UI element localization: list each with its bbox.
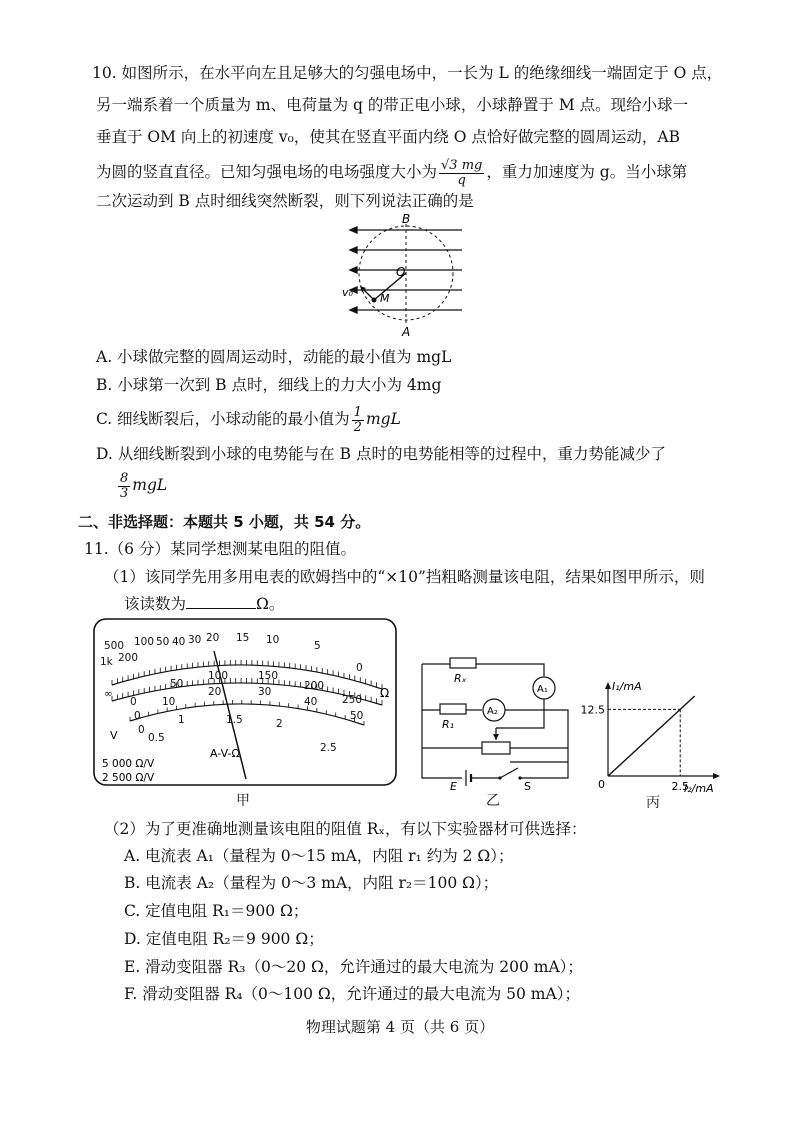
q11-item-e: E. 滑动变阻器 R₃（0～20 Ω，允许通过的最大电流为 200 mA）； xyxy=(124,958,583,976)
ohm-tick-10: 10 xyxy=(266,634,280,646)
ohm-tick-15: 15 xyxy=(236,632,250,644)
spec-5000: 5 000 Ω/V xyxy=(102,758,155,770)
ohm-tick-50: 50 xyxy=(156,636,170,648)
q10-option-b: B. 小球第一次到 B 点时，细线上的力大小为 4mg xyxy=(96,376,442,394)
low-tick-50: 50 xyxy=(350,710,364,722)
option-c-pre: C. 细线断裂后，小球动能的最小值为 xyxy=(96,410,350,428)
circuit-diagram xyxy=(410,640,578,792)
ac-tick-0: 0 xyxy=(138,724,145,736)
i1-i2-graph xyxy=(580,676,728,802)
label-e: E xyxy=(450,780,457,793)
field-denominator: q xyxy=(457,172,466,188)
mid-tick-200: 200 xyxy=(304,680,325,692)
graph-axes xyxy=(608,686,716,776)
ohm-tick-5: 5 xyxy=(314,640,321,652)
q11-item-b: B. 电流表 A₂（量程为 0～3 mA，内阻 r₂＝100 Ω）； xyxy=(124,874,499,892)
label-a1: A₁ xyxy=(537,684,548,695)
mid-tick-0: 0 xyxy=(130,696,137,708)
q10-option-d: D. 从细线断裂到小球的电势能与在 B 点时的电势能相等的过程中，重力势能减少了 xyxy=(96,445,666,463)
low-tick-0: 0 xyxy=(134,710,141,722)
q11-item-f: F. 滑动变阻器 R₄（0～100 Ω，允许通过的最大电流为 50 mA）； xyxy=(124,985,580,1003)
ohm-tick-100: 100 xyxy=(134,636,155,648)
label-v0: v₀ xyxy=(342,286,353,299)
mid-tick-150: 150 xyxy=(258,670,279,682)
x-axis-arrow xyxy=(713,773,720,779)
q11-part2-intro: （2）为了更准确地测量该电阻的阻值 Rₓ，有以下实验器材可供选择： xyxy=(104,820,587,838)
field-lines xyxy=(350,227,462,313)
caption-yi: 乙 xyxy=(486,793,500,809)
caption-bing: 丙 xyxy=(646,795,660,811)
label-b: B xyxy=(402,212,411,226)
wire-top-right xyxy=(476,664,544,676)
ac-tick-15: 1.5 xyxy=(226,714,243,726)
low-tick-40: 40 xyxy=(304,696,318,708)
label-a: A xyxy=(402,325,411,339)
y-axis-arrow xyxy=(605,682,611,689)
label-a2: A₂ xyxy=(487,706,498,717)
ohm-tick-1k: 1k xyxy=(100,656,113,668)
ohm-tick-0: 0 xyxy=(356,662,363,674)
graph-ytick: 12.5 xyxy=(580,703,605,717)
part1-post: Ω。 xyxy=(256,595,285,613)
series-line xyxy=(608,696,695,776)
q10-line5: 二次运动到 B 点时细线突然断裂，则下列说法正确的是 xyxy=(96,192,474,210)
ac-tick-2: 2 xyxy=(276,718,283,730)
ohm-tick-40: 40 xyxy=(172,636,186,648)
section-2-heading: 二、非选择题：本题共 5 小题，共 54 分。 xyxy=(78,513,371,531)
resistor-r1 xyxy=(440,704,466,714)
label-m: M xyxy=(380,292,390,305)
av-label: A-V-Ω xyxy=(210,747,240,760)
mid-tick-100: 100 xyxy=(208,670,229,682)
graph-series xyxy=(608,696,695,776)
low-tick-30: 30 xyxy=(258,686,272,698)
label-rx: Rₓ xyxy=(454,672,467,685)
q11-part1-line1: （1）该同学先用多用电表的欧姆挡中的“×10”挡粗略测量该电阻，结果如图甲所示，则 xyxy=(104,568,705,586)
q11-item-d: D. 定值电阻 R₂＝9 900 Ω； xyxy=(124,930,324,948)
answer-blank xyxy=(186,592,256,609)
q10-option-d-cont xyxy=(116,466,167,504)
ac-tick-25: 2.5 xyxy=(320,742,337,754)
q10-line4-pre: 为圆的竖直直径。已知匀强电场的电场强度大小为 xyxy=(96,163,438,181)
option-c-num: 1 xyxy=(353,404,362,420)
ac-tick-1: 1 xyxy=(178,714,185,726)
field-fraction xyxy=(439,159,484,188)
multimeter-figure xyxy=(90,615,402,795)
ohm-tick-500: 500 xyxy=(104,640,125,652)
option-d-post: mgL xyxy=(132,476,168,494)
q10-line4-post: ，重力加速度为 g。当小球第 xyxy=(486,163,688,181)
option-d-num: 8 xyxy=(120,470,129,486)
ohm-tick-200: 200 xyxy=(118,652,139,664)
q10-line2: 另一端系着一个质量为 m、电荷量为 q 的带正电小球，小球静置于 M 点。现给小球一 xyxy=(96,96,689,114)
ohm-tick-inf: ∞ xyxy=(104,688,113,700)
rheostat xyxy=(482,742,510,754)
q10-line4 xyxy=(96,152,687,192)
part1-pre: 该读数为 xyxy=(124,595,187,613)
q11-part1-line2 xyxy=(124,592,284,615)
ohm-symbol: Ω xyxy=(380,686,390,700)
ohm-arc xyxy=(112,665,382,689)
wire-a1-down xyxy=(510,699,568,762)
q10-line3: 垂直于 OM 向上的初速度 v₀，使其在竖直平面内绕 O 点恰好做完整的圆周运动，AB xyxy=(96,128,680,146)
q10-option-a: A. 小球做完整的圆周运动时，动能的最小值为 mgL xyxy=(96,348,452,366)
q10-line1: 10. 如图所示，在水平向左且足够大的匀强电场中，一长为 L 的绝缘细线一端固定于 O 点， xyxy=(92,64,723,82)
mid-tick-50: 50 xyxy=(170,678,184,690)
page-footer: 物理试题第 4 页（共 6 页） xyxy=(305,1018,495,1036)
graph-origin: 0 xyxy=(598,778,605,791)
graph-ylabel: I₁/mA xyxy=(612,680,642,693)
spec-2500: 2 500 Ω/V xyxy=(102,772,155,784)
option-c-den: 2 xyxy=(353,419,362,435)
field-numerator: √3 mg xyxy=(441,157,483,173)
option-c-fraction xyxy=(352,406,364,435)
option-d-den: 3 xyxy=(120,485,129,501)
wire-switch-right xyxy=(520,762,568,778)
label-s: S xyxy=(524,780,531,793)
low-tick-10: 10 xyxy=(162,696,176,708)
option-c-post: mgL xyxy=(365,410,401,428)
ohm-tick-30: 30 xyxy=(188,634,202,646)
resistor-rx xyxy=(450,658,476,668)
field-diagram xyxy=(340,212,470,340)
graph-xlabel: I₂/mA xyxy=(684,782,714,795)
ohm-tick-20: 20 xyxy=(206,632,220,644)
q11-item-a: A. 电流表 A₁（量程为 0～15 mA，内阻 r₁ 约为 2 Ω）； xyxy=(124,847,514,865)
ac-tick-05: 0.5 xyxy=(148,732,165,744)
q11-intro: 11.（6 分）某同学想测某电阻的阻值。 xyxy=(84,540,356,558)
low-tick-20: 20 xyxy=(208,686,222,698)
option-d-fraction xyxy=(118,472,130,501)
v-symbol: V xyxy=(110,729,118,742)
q11-item-c: C. 定值电阻 R₁＝900 Ω； xyxy=(124,902,309,920)
mid-tick-250: 250 xyxy=(342,694,363,706)
graph-xtick: 2.5 xyxy=(671,780,689,793)
caption-jia: 甲 xyxy=(236,793,250,809)
label-o: O xyxy=(396,265,406,279)
label-r1: R₁ xyxy=(442,718,455,731)
switch-blade xyxy=(500,768,518,778)
q10-option-c xyxy=(96,400,401,438)
